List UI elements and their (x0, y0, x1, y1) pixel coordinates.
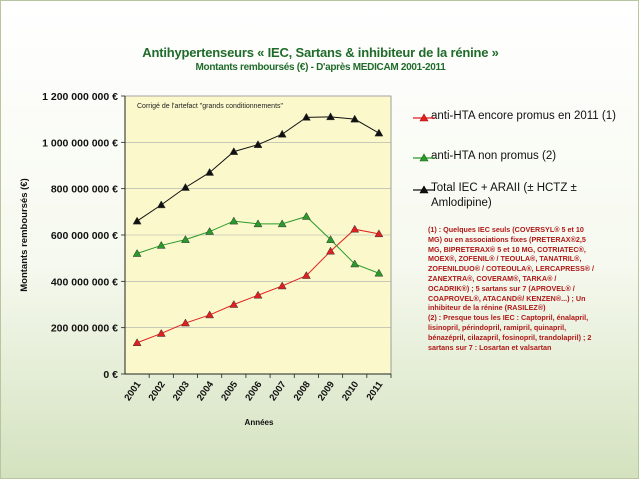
x-tick-label: 2005 (219, 379, 241, 404)
legend-item-total (431, 181, 631, 211)
x-tick-label: 2009 (315, 379, 338, 404)
legend-marker-promus (413, 113, 435, 123)
legend-marker-non-promus (413, 153, 435, 163)
y-tick-label: 200 000 000 € (50, 322, 118, 335)
x-tick-label: 2010 (340, 379, 362, 404)
x-axis-title: Années (244, 418, 274, 427)
y-tick-label: 1 200 000 000 € (42, 91, 118, 103)
footnote-line: MOEX®, ZOFENIL® / TEOULA®, TANATRIL®, (428, 254, 582, 264)
chart-title: Antihypertenseurs « IEC, Sartans & inhibiteur de la rénine » (142, 45, 499, 60)
legend-label-promus: anti-HTA encore promus en 2011 (1) (431, 110, 616, 122)
footnote-line: bénazépril, cilazapril, fosinopril, trandolapril) ; 2 (428, 332, 592, 342)
x-tick-labels (122, 374, 391, 403)
x-tick-label: 2006 (243, 379, 265, 404)
y-tick-label: 0 € (103, 369, 118, 381)
x-tick-label: 2002 (146, 379, 168, 404)
footnote-line: OCADRIK®) ; 5 sartans sur 7 (APROVEL® / (428, 283, 575, 293)
chart-subtitle: Montants remboursés (€) - D'après MEDICAM 2001-2011 (195, 62, 446, 73)
footnote-line: (2) : Presque tous les IEC : Captopril, énalapril, (428, 313, 589, 323)
x-tick-label: 2008 (291, 379, 313, 404)
footnote-line: sartans sur 7 : Losartan et valsartan (428, 342, 552, 352)
y-tick-label: 1 000 000 000 € (42, 137, 118, 150)
footnote-line: MG) ou en associations fixes (PRETERAX®2,5 (428, 234, 586, 244)
footnote-line: MG, BIPRETERAX® 5 et 10 MG, COTRIATEC®, (428, 244, 586, 254)
footnote (428, 225, 624, 352)
legend-item-promus (431, 109, 631, 124)
footnote-line: ZANEXTRA®, COVERAM®, TARKA® / (428, 273, 557, 283)
x-tick-label: 2007 (267, 379, 289, 404)
legend-label-total: Total IEC + ARAII (± HCTZ ± Amlodipine) (431, 182, 577, 209)
y-tick-label: 600 000 000 € (50, 230, 118, 242)
y-axis-title: Montants remboursés (€) (19, 178, 30, 292)
legend-label-non-promus: anti-HTA non promus (2) (431, 150, 557, 162)
footnote-line: inhibiteur de la rénine (RASILEZ®) (428, 303, 546, 313)
x-tick-label: 2004 (194, 379, 217, 404)
y-tick-label: 800 000 000 € (50, 183, 118, 196)
legend-item-non-promus (431, 149, 631, 164)
x-tick-label: 2003 (170, 379, 192, 404)
footnote-line: COAPROVEL®, ATACAND®/ KENZEN®...) ; Un (428, 293, 586, 303)
footnote-line: (1) : Quelques IEC seuls (COVERSYL® 5 et 10 (428, 225, 584, 234)
y-tick-label: 400 000 000 € (50, 276, 118, 289)
x-tick-label: 2001 (122, 379, 144, 404)
x-tick-label: 2011 (364, 379, 386, 403)
legend-marker-total (413, 185, 435, 195)
annotation-text: Corrigé de l'artefact "grands conditionnements" (137, 103, 283, 110)
footnote-line: lisinopril, périndopril, ramipril, quinapril, (428, 322, 567, 332)
footnote-line: ZOFENILDUO® / COTEOULA®, LERCAPRESS® / (428, 264, 595, 274)
y-tick-labels (42, 91, 125, 381)
